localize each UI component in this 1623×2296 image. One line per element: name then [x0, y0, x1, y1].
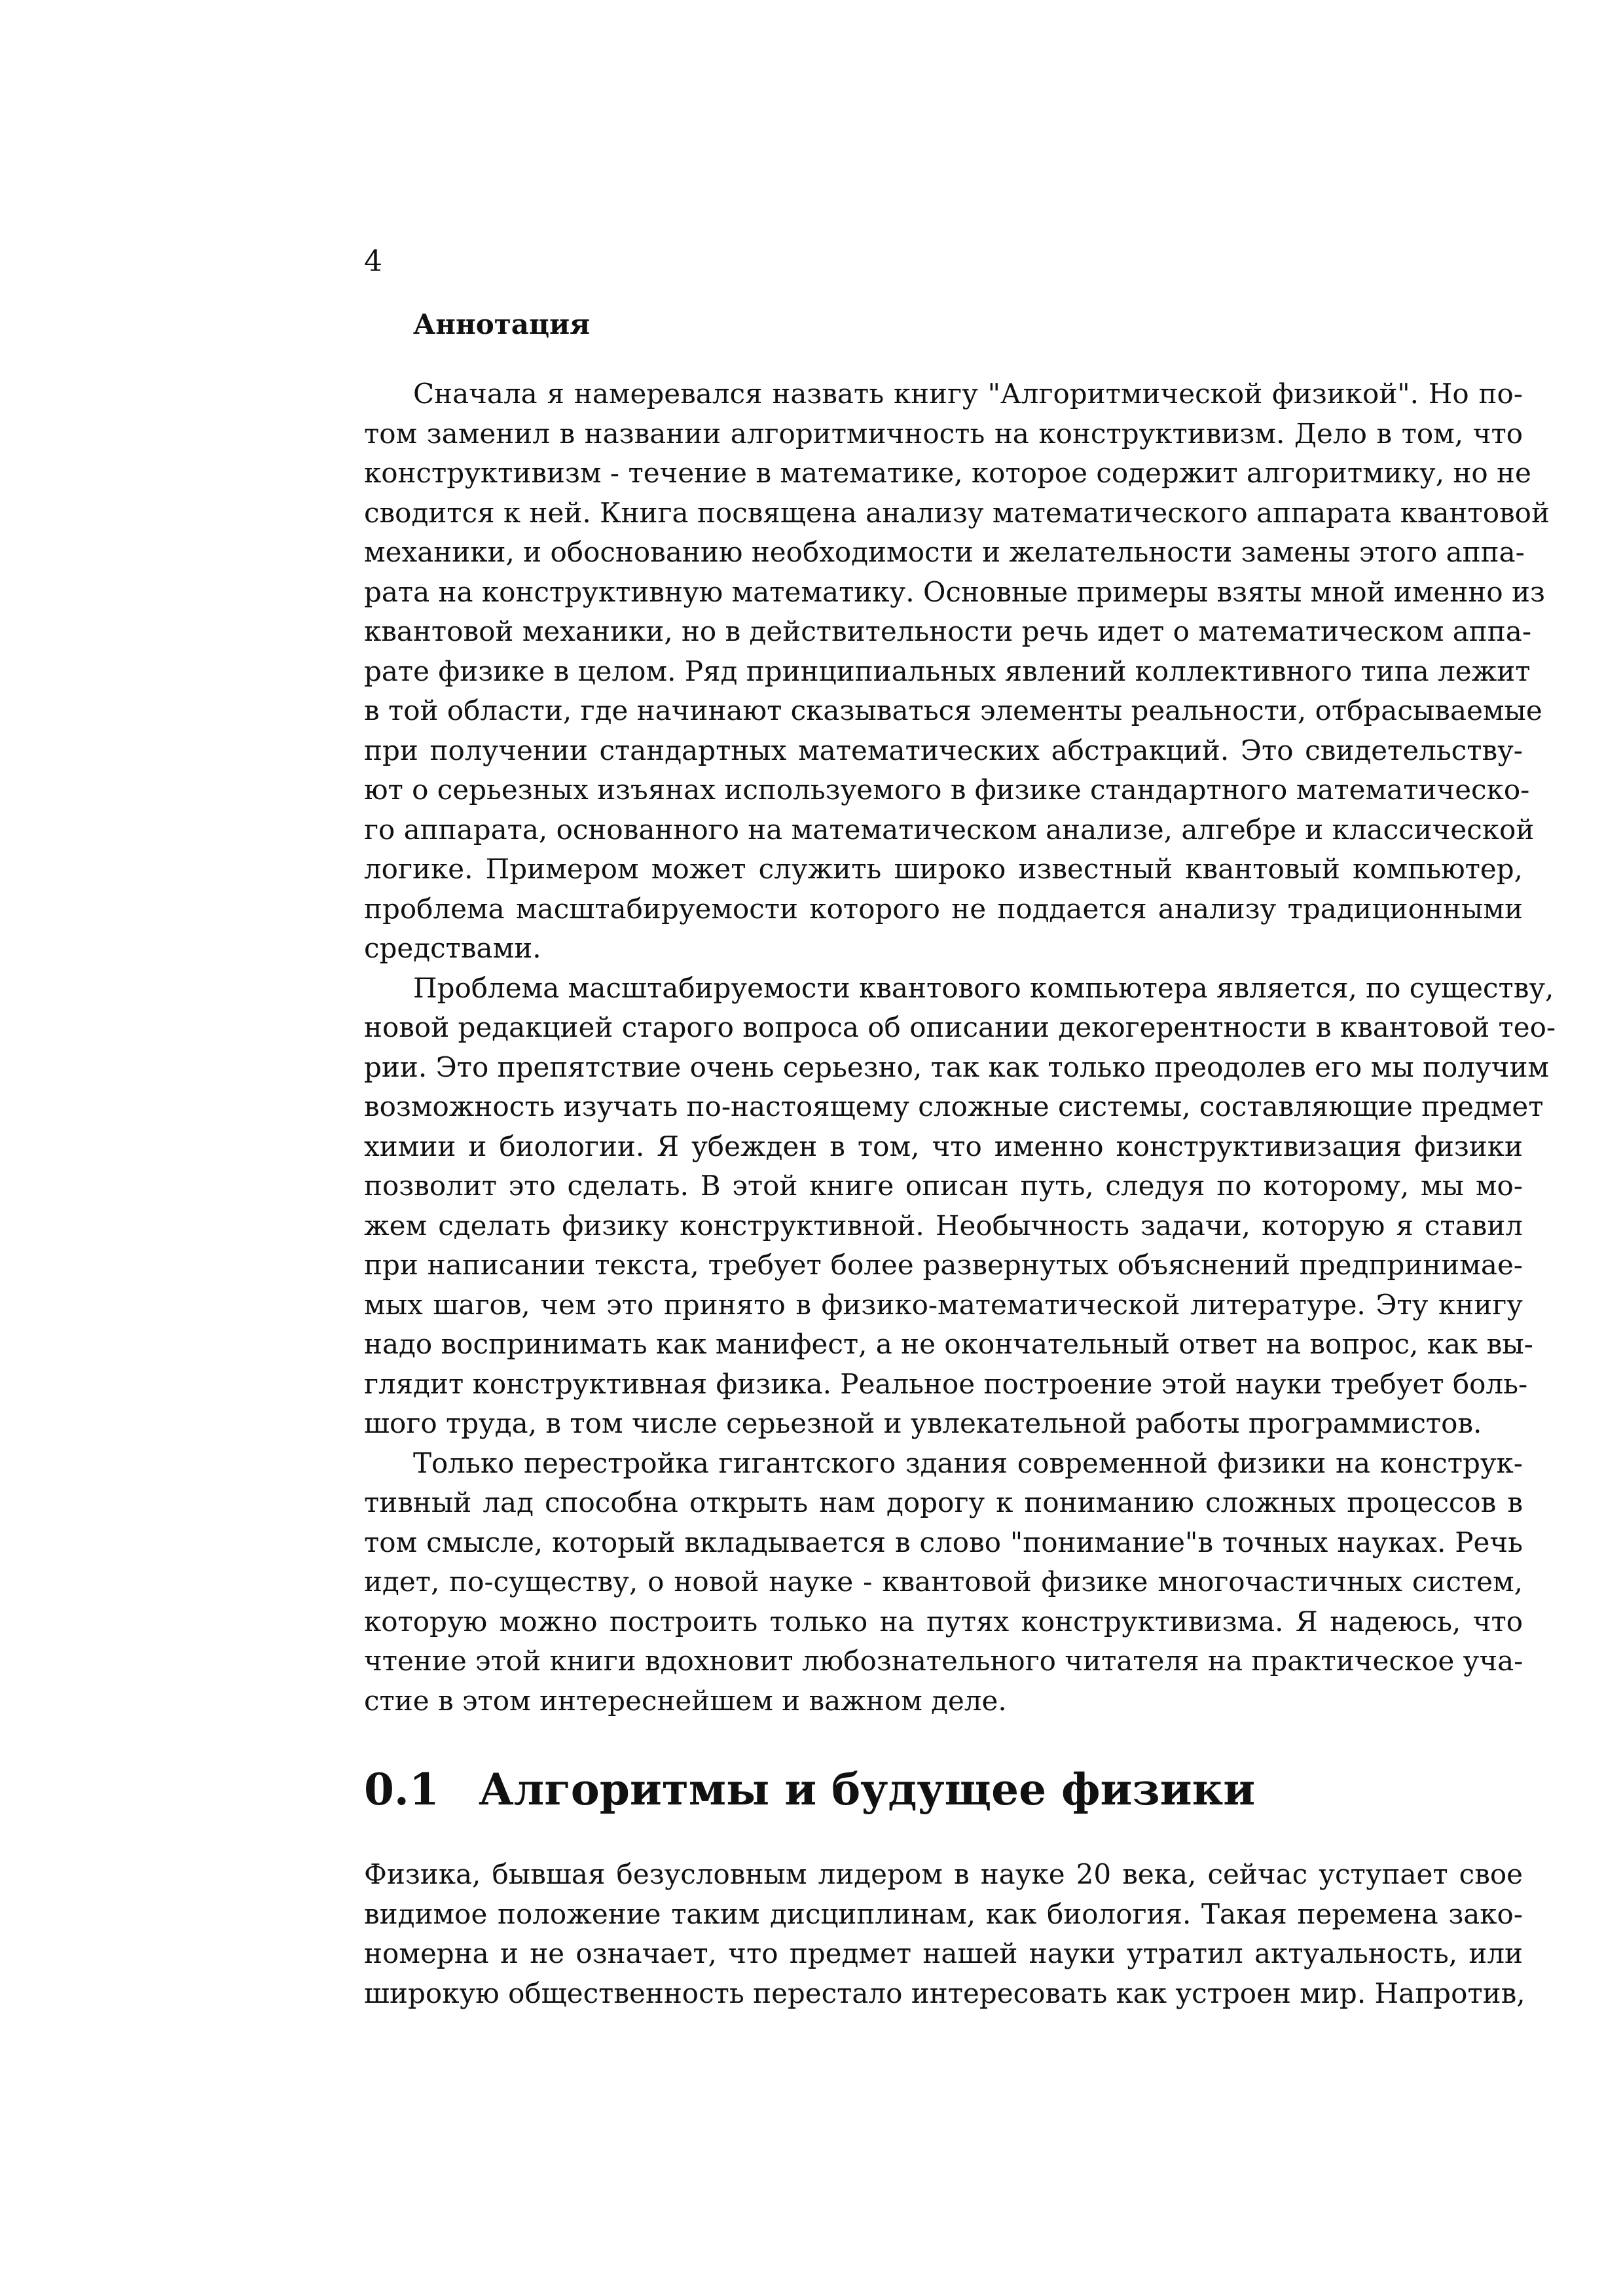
section-number: 0.1 — [364, 1764, 439, 1815]
abstract-p2-line: глядит конструктивная физика. Реальное построение этой науки требует боль- — [364, 1367, 1528, 1400]
abstract-p2-line: жем сделать физику конструктивной. Необычность задачи, которую я ставил — [364, 1209, 1523, 1242]
abstract-p3-line: Только перестройка гигантского здания современной физики на конструк- — [413, 1446, 1523, 1479]
section-p1-line: номерна и не означает, что предмет нашей науки утратил актуальность, или — [364, 1937, 1523, 1969]
abstract-p3-line: идет, по-существу, о новой науке - квантовой физике многочастичных систем, — [364, 1566, 1523, 1598]
abstract-p1-line: механики, и обоснованию необходимости и желательности замены этого аппа- — [364, 536, 1525, 568]
section-body — [364, 1855, 1523, 2013]
section-p1-line: видимое положение таким дисциплинам, как биология. Такая перемена зако- — [364, 1897, 1523, 1930]
abstract-p1-line: средствами. — [364, 932, 541, 964]
abstract-p1-line: конструктивизм - течение в математике, которое содержит алгоритмику, но не — [364, 457, 1531, 489]
section-heading — [364, 1763, 1255, 1816]
section-p1-line: Физика, бывшая безусловным лидером в науке 20 века, сейчас уступает свое — [364, 1858, 1523, 1890]
abstract-p1-line: в той области, где начинают сказываться элементы реальности, отбрасываемые — [364, 694, 1542, 726]
abstract-p1-line: рата на конструктивную математику. Основные примеры взяты мной именно из — [364, 575, 1545, 608]
abstract-p3-line: чтение этой книги вдохновит любознательного читателя на практическое уча- — [364, 1645, 1523, 1677]
abstract-p2-line: мых шагов, чем это принято в физико-математической литературе. Эту книгу — [364, 1288, 1523, 1321]
abstract-p2-line: химии и биологии. Я убежден в том, что именно конструктивизация физики — [364, 1130, 1523, 1162]
abstract-p1-line: проблема масштабируемости которого не поддается анализу традиционными — [364, 892, 1523, 925]
abstract-p1-line: сводится к ней. Книга посвящена анализу математического аппарата квантовой — [364, 496, 1550, 529]
abstract-p1-line: при получении стандартных математических абстракций. Это свидетельству- — [364, 734, 1523, 766]
abstract-p2-line: Проблема масштабируемости квантового компьютера является, по существу, — [413, 971, 1554, 1004]
abstract-p3-line: стие в этом интереснейшем и важном деле. — [364, 1684, 1007, 1717]
abstract-p3-line: том смысле, который вкладывается в слово "понимание"в точных науках. Речь — [364, 1526, 1523, 1558]
abstract-p2-line: новой редакцией старого вопроса об описании декогерентности в квантовой тео- — [364, 1011, 1556, 1043]
abstract-p3-line: тивный лад способна открыть нам дорогу к пониманию сложных процессов в — [364, 1486, 1523, 1518]
abstract-p2-line: рии. Это препятствие очень серьезно, так как только преодолев его мы получим — [364, 1050, 1550, 1083]
abstract-p1-line: рате физике в целом. Ряд принципиальных явлений коллективного типа лежит — [364, 655, 1531, 687]
abstract-p2-line: возможность изучать по-настоящему сложные системы, составляющие предмет — [364, 1090, 1544, 1122]
abstract-body — [364, 374, 1556, 1721]
abstract-p3-line: которую можно построить только на путях конструктивизма. Я надеюсь, что — [364, 1605, 1523, 1638]
abstract-p1-line: ют о серьезных изъянах используемого в физике стандартного математическо- — [364, 774, 1530, 806]
abstract-p1-line: квантовой механики, но в действительности речь идет о математическом аппа- — [364, 615, 1532, 647]
abstract-heading: Аннотация — [413, 308, 591, 340]
abstract-p2-line: шого труда, в том числе серьезной и увлекательной работы программистов. — [364, 1407, 1482, 1439]
abstract-p1-line: го аппарата, основанного на математическом анализе, алгебре и классической — [364, 813, 1535, 846]
abstract-p1-line: логике. Примером может служить широко известный квантовый компьютер, — [364, 853, 1523, 885]
page-number: 4 — [364, 245, 382, 278]
abstract-p2-line: позволит это сделать. В этой книге описан путь, следуя по которому, мы мо- — [364, 1170, 1523, 1202]
abstract-p1-line: Сначала я намеревался назвать книгу "Алгоритмической физикой". Но по- — [413, 378, 1523, 410]
abstract-p1-line: том заменил в названии алгоритмичность на конструктивизм. Дело в том, что — [364, 417, 1523, 450]
abstract-p2-line: надо воспринимать как манифест, а не окончательный ответ на вопрос, как вы- — [364, 1328, 1533, 1360]
section-p1-line: широкую общественность перестало интересовать как устроен мир. Напротив, — [364, 1977, 1525, 2009]
abstract-p2-line: при написании текста, требует более развернутых объяснений предпринимае- — [364, 1249, 1523, 1281]
section-title: Алгоритмы и будущее физики — [479, 1764, 1256, 1815]
